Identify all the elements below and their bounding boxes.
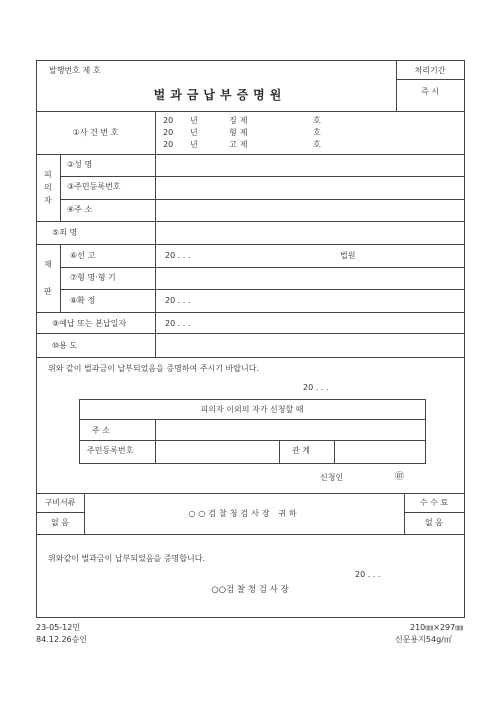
suspect-resident-number-label: ③주민등록번호 [67, 182, 121, 191]
paper-size: 210㎜×297㎜ [410, 623, 464, 632]
final-judgment-date: 20 . . . [165, 296, 191, 305]
sentence-label: ⑥선 고 [70, 251, 96, 260]
issue-number: 발행번호 제 호 [49, 66, 101, 75]
request-date: 20 . . . [303, 383, 329, 392]
suspect-group-char: 피 [44, 170, 52, 179]
certification-statement: 위와같이 벌과금이 납부되었음을 증명합니다. [48, 554, 206, 563]
suspect-group-char: 의 [44, 183, 52, 192]
payment-date-label: ⑨예납 또는 본납일자 [52, 319, 127, 328]
suspect-name-label: ②성 명 [67, 160, 93, 169]
third-party-resident-number-label: 주민등록번호 [87, 446, 134, 455]
purpose-label: ⑩용 도 [52, 341, 78, 350]
fee-label: 수 수 료 [419, 498, 449, 507]
processing-period-value: 즉 시 [421, 87, 439, 96]
approval-date: 84.12.26승인 [36, 635, 88, 644]
sentence-date: 20 . . . [165, 251, 191, 260]
third-party-address-label: 주 소 [92, 426, 110, 435]
required-documents-label: 구비서류 [44, 498, 76, 507]
crime-label: ⑤죄 명 [52, 228, 78, 237]
relation-label: 관 계 [292, 446, 310, 455]
suspect-group-char: 자 [44, 196, 52, 205]
penalty-term-label: ⑦형 명·형 기 [70, 273, 116, 282]
form-title: 벌과금납부증명원 [153, 88, 287, 102]
trial-group-char: 판 [44, 287, 52, 296]
fee-value: 없 음 [425, 518, 443, 527]
certification-date: 20 . . . [355, 570, 381, 579]
processing-period-label: 처리기간 [414, 66, 446, 75]
third-party-title: 피의자 이외의 자가 신청할 때 [200, 405, 304, 414]
paper-type: 신문용지54g/㎡ [395, 635, 452, 644]
issuer-name: ○○검 찰 청 검 사 장 [211, 585, 289, 595]
addressee-text: ○○검찰청검사장 귀하 [188, 509, 300, 518]
seal-mark: ㊞ [395, 472, 405, 482]
case-number-label: ①사 건 번 호 [72, 128, 119, 137]
payment-date-value: 20 . . . [165, 319, 191, 328]
court-label: 법원 [340, 251, 356, 260]
applicant-label: 신청인 [320, 473, 344, 482]
request-statement: 위와 같이 벌과금이 납부되었음을 증명하여 주시기 바랍니다. [48, 364, 259, 373]
form-number: 23-05-12민 [36, 623, 81, 632]
final-judgment-label: ⑧확 정 [70, 296, 96, 305]
trial-group-char: 재 [44, 260, 52, 269]
suspect-address-label: ④주 소 [67, 205, 93, 214]
required-documents-value: 없 음 [51, 518, 69, 527]
